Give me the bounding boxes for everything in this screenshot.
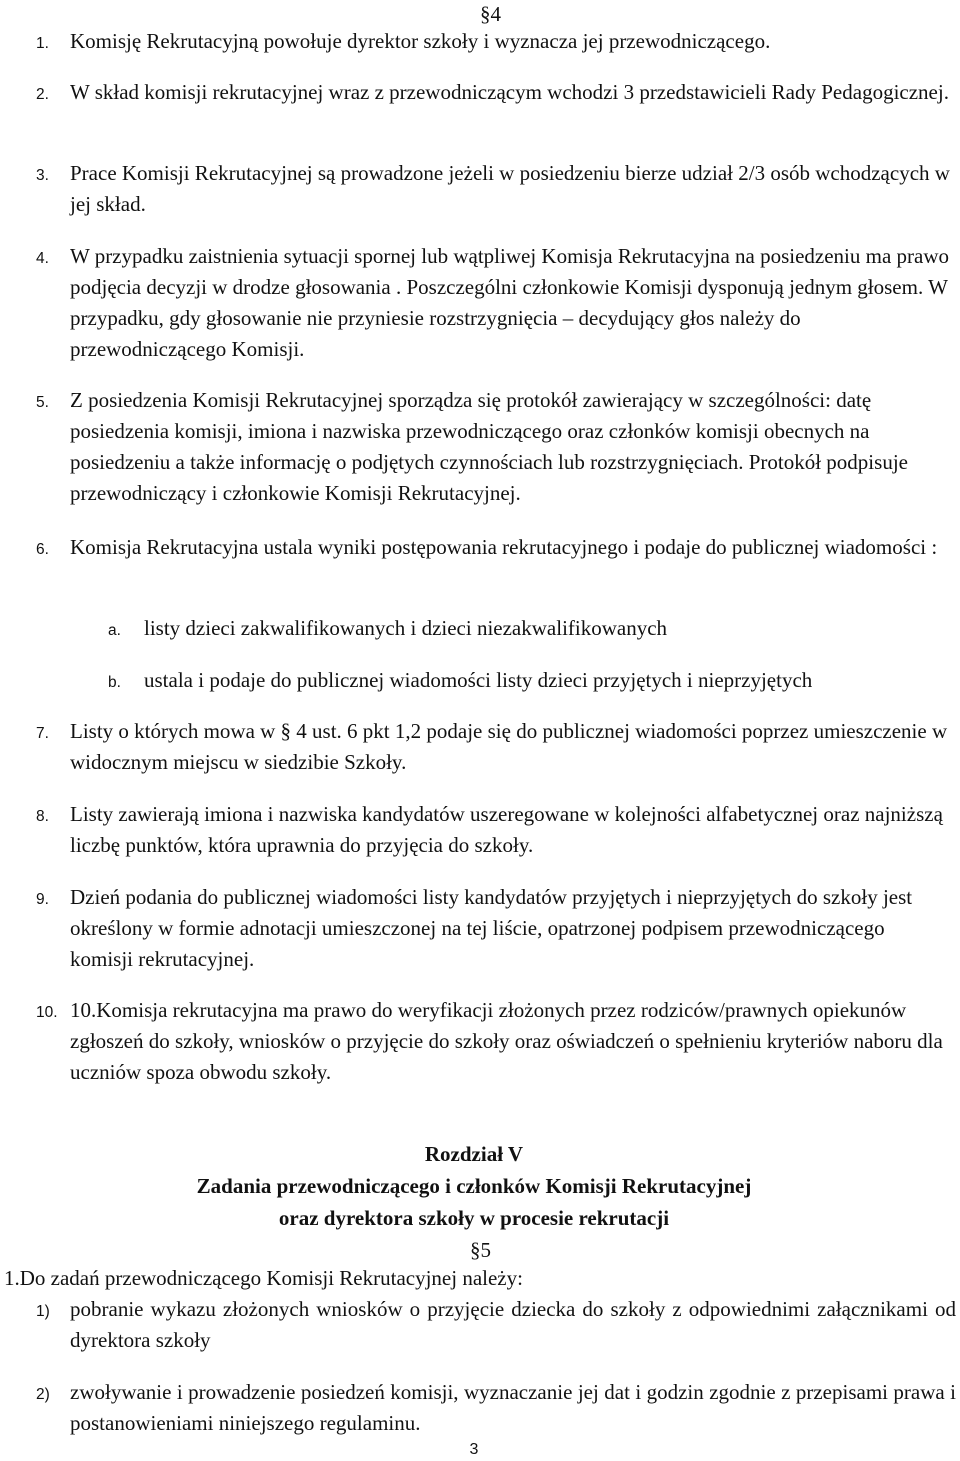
duty-text: pobranie wykazu złożonych wniosków o przyjęcie dziecka do szkoły z odpowiednimi załącznikami od dyrektora szkoły [70,1297,956,1352]
sub-item-letter: b. [108,674,121,691]
duty-number: 2) [36,1386,50,1403]
item-number: 2. [36,86,49,103]
item-number: 10. [36,1004,58,1021]
item-number: 8. [36,808,49,825]
item-text: Dzień podania do publicznej wiadomości listy kandydatów przyjętych i nieprzyjętych do szkoły jest określony w formie adnotacji umieszczonej na tej liście, opatrzonej podpisem przewodniczącego komisji rekrutacyjnej. [70,885,913,971]
item-text: Z posiedzenia Komisji Rekrutacyjnej sporządza się protokół zawierający w szczególności: datę posiedzenia komisji, imiona i nazwiska przewodniczącego oraz członków komisji obecnych na posiedzeniu a także informację o podjętych czynnościach lub rozstrzygnięciach. Protokół podpisuje przewodniczący i członkowie Komisji Rekrutacyjnej. [70,388,908,505]
list-item-6 [36,532,952,563]
sub-item-a [108,613,952,644]
list-item-1 [36,26,952,57]
list-item-7 [36,716,952,778]
item-text: Listy zawierają imiona i nazwiska kandydatów uszeregowane w kolejności alfabetycznej oraz najniższą liczbę punktów, która uprawnia do przyjęcia do szkoły. [70,802,943,857]
duty-item-1 [36,1294,956,1356]
chapter-title: Rozdział V [424,1142,524,1166]
duties-intro: 1.Do zadań przewodniczącego Komisji Rekrutacyjnej należy: [4,1266,523,1290]
list-item-3 [36,158,952,220]
item-number: 7. [36,725,49,742]
item-number: 1. [36,35,49,52]
list-item-9 [36,882,952,975]
item-text: Komisję Rekrutacyjną powołuje dyrektor szkoły i wyznacza jej przewodniczącego. [70,29,771,53]
sub-item-text: listy dzieci zakwalifikowanych i dzieci niezakwalifikowanych [144,616,668,640]
section-5-symbol: §5 [470,1238,491,1262]
item-number: 6. [36,541,49,558]
list-item-2 [36,77,952,108]
item-number: 5. [36,394,49,411]
list-item-10 [36,995,952,1088]
sub-item-letter: a. [108,622,121,639]
chapter-subtitle-line-2: oraz dyrektora szkoły w procesie rekrutacji [278,1206,670,1230]
item-text: Komisja Rekrutacyjna ustala wyniki postępowania rekrutacyjnego i podaje do publicznej wiadomości : [70,535,938,559]
page-number: 3 [469,1441,479,1458]
duty-item-2 [36,1377,956,1439]
item-number: 3. [36,167,49,184]
sub-item-text: ustala i podaje do publicznej wiadomości listy dzieci przyjętych i nieprzyjętych [144,668,813,692]
item-text: Listy o których mowa w § 4 ust. 6 pkt 1,2 podaje się do publicznej wiadomości poprzez umieszczenie w widocznym miejscu w siedzibie Szkoły. [70,719,948,774]
duty-text: zwoływanie i prowadzenie posiedzeń komisji, wyznaczanie jej dat i godzin zgodnie z przepisami prawa i postanowieniami niniejszego regulaminu. [70,1380,956,1435]
sub-item-b [108,665,952,696]
list-item-8 [36,799,952,861]
list-item-5 [36,385,952,509]
list-item-4 [36,241,952,365]
item-text: W przypadku zaistnienia sytuacji spornej lub wątpliwej Komisja Rekrutacyjna na posiedzeniu ma prawo podjęcia decyzji w drodze głosowania . Poszczególni członkowie Komisji dysponują jednym głosem. W przypadku, gdy głosowanie nie przyniesie rozstrzygnięcia – decydujący głos należy do przewodniczącego Komisji. [70,244,950,361]
item-number: 4. [36,250,49,267]
chapter-subtitle-line-1: Zadania przewodniczącego i członków Komisji Rekrutacyjnej [196,1174,752,1198]
duty-number: 1) [36,1303,50,1320]
item-text: Prace Komisji Rekrutacyjnej są prowadzone jeżeli w posiedzeniu bierze udział 2/3 osób wchodzących w jej skład. [70,161,950,216]
item-text: W skład komisji rekrutacyjnej wraz z przewodniczącym wchodzi 3 przedstawicieli Rady Pedagogicznej. [70,80,949,104]
item-number: 9. [36,891,49,908]
item-text: 10.Komisja rekrutacyjna ma prawo do weryfikacji złożonych przez rodziców/prawnych opiekunów zgłoszeń do szkoły, wniosków o przyjęcie do szkoły oraz oświadczeń o spełnieniu kryteriów naboru dla uczniów spoza obwodu szkoły. [70,998,943,1084]
section-4-symbol: §4 [480,2,501,26]
